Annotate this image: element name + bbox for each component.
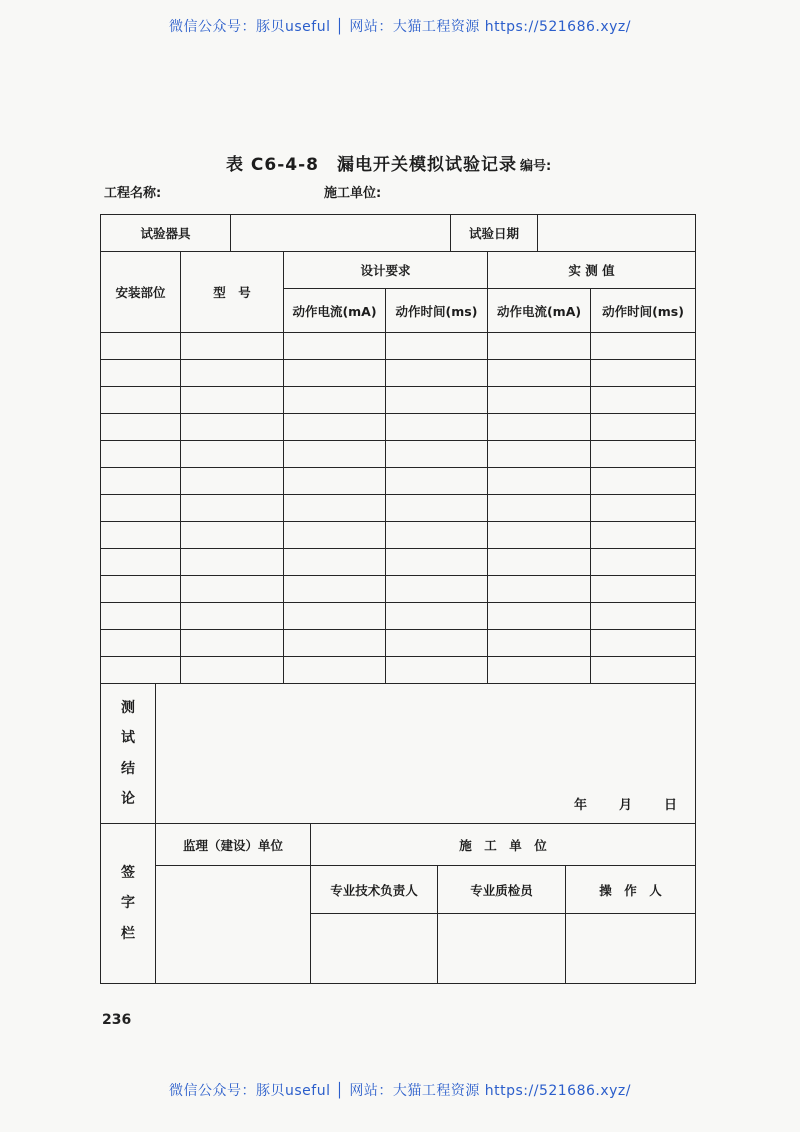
empty-cell bbox=[284, 549, 386, 576]
empty-cell bbox=[284, 414, 386, 441]
test-equipment-value-cell bbox=[231, 215, 451, 252]
empty-cell bbox=[101, 657, 181, 684]
tech-director-header: 专业技术负责人 bbox=[311, 866, 438, 914]
empty-cell bbox=[284, 333, 386, 360]
project-name-label: 工程名称: bbox=[104, 186, 162, 201]
empty-cell bbox=[591, 333, 696, 360]
col-header-action-time-design: 动作时间(ms) bbox=[386, 289, 488, 333]
empty-cell bbox=[386, 441, 488, 468]
empty-cell bbox=[101, 522, 181, 549]
table-row bbox=[101, 441, 696, 468]
equipment-table bbox=[100, 214, 696, 252]
empty-cell bbox=[181, 603, 284, 630]
empty-cell bbox=[284, 603, 386, 630]
empty-cell bbox=[101, 549, 181, 576]
table-row bbox=[101, 549, 696, 576]
empty-cell bbox=[488, 657, 591, 684]
empty-cell bbox=[101, 387, 181, 414]
conclusion-label-cell bbox=[101, 684, 156, 824]
empty-cell bbox=[386, 414, 488, 441]
construction-unit-header: 施 工 单 位 bbox=[311, 824, 696, 866]
operator-signature-cell bbox=[566, 914, 696, 984]
signature-label: 签字栏 bbox=[121, 865, 135, 942]
empty-cell bbox=[284, 387, 386, 414]
supervision-unit-header: 监理（建设）单位 bbox=[156, 824, 311, 866]
empty-cell bbox=[101, 468, 181, 495]
empty-cell bbox=[181, 576, 284, 603]
empty-cell bbox=[101, 414, 181, 441]
empty-cell bbox=[591, 549, 696, 576]
quality-inspector-header: 专业质检员 bbox=[438, 866, 566, 914]
table-row bbox=[101, 576, 696, 603]
conclusion-label: 测试结论 bbox=[121, 700, 135, 807]
empty-cell bbox=[181, 522, 284, 549]
signature-table bbox=[100, 823, 696, 984]
empty-cell bbox=[488, 387, 591, 414]
table-row bbox=[101, 603, 696, 630]
empty-cell bbox=[386, 495, 488, 522]
form-content bbox=[100, 148, 695, 984]
table-row bbox=[101, 333, 696, 360]
empty-cell bbox=[284, 522, 386, 549]
empty-data-rows bbox=[101, 333, 696, 684]
test-date-value-cell bbox=[538, 215, 696, 252]
empty-cell bbox=[101, 441, 181, 468]
empty-cell bbox=[284, 630, 386, 657]
empty-cell bbox=[101, 333, 181, 360]
empty-cell bbox=[386, 657, 488, 684]
empty-cell bbox=[591, 603, 696, 630]
table-row bbox=[101, 468, 696, 495]
empty-cell bbox=[181, 495, 284, 522]
empty-cell bbox=[386, 333, 488, 360]
operator-header: 操 作 人 bbox=[566, 866, 696, 914]
empty-cell bbox=[591, 495, 696, 522]
empty-cell bbox=[101, 630, 181, 657]
empty-cell bbox=[101, 576, 181, 603]
empty-cell bbox=[284, 657, 386, 684]
empty-cell bbox=[386, 360, 488, 387]
empty-cell bbox=[488, 549, 591, 576]
empty-cell bbox=[181, 468, 284, 495]
record-table bbox=[100, 251, 696, 684]
empty-cell bbox=[386, 468, 488, 495]
watermark-top: 微信公众号：豚贝useful │ 网站：大猫工程资源 https://521686.xyz/ bbox=[169, 19, 631, 35]
table-row bbox=[101, 495, 696, 522]
empty-cell bbox=[101, 603, 181, 630]
watermark-bottom: 微信公众号：豚贝useful │ 网站：大猫工程资源 https://521686.xyz/ bbox=[169, 1083, 631, 1099]
empty-cell bbox=[284, 441, 386, 468]
date-line: 年 月 日 bbox=[573, 798, 679, 813]
empty-cell bbox=[386, 576, 488, 603]
meta-row bbox=[100, 180, 695, 204]
empty-cell bbox=[488, 603, 591, 630]
conclusion-table bbox=[100, 683, 696, 824]
table-row bbox=[101, 630, 696, 657]
empty-cell bbox=[488, 414, 591, 441]
empty-cell bbox=[181, 360, 284, 387]
conclusion-body-cell bbox=[156, 684, 696, 824]
empty-cell bbox=[488, 441, 591, 468]
empty-cell bbox=[101, 360, 181, 387]
empty-cell bbox=[284, 468, 386, 495]
signature-label-cell bbox=[101, 824, 156, 984]
empty-cell bbox=[591, 468, 696, 495]
empty-cell bbox=[591, 414, 696, 441]
empty-cell bbox=[386, 603, 488, 630]
empty-cell bbox=[488, 522, 591, 549]
empty-cell bbox=[488, 576, 591, 603]
empty-cell bbox=[386, 387, 488, 414]
empty-cell bbox=[181, 549, 284, 576]
col-header-action-time-measured: 动作时间(ms) bbox=[591, 289, 696, 333]
test-equipment-label: 试验器具 bbox=[101, 215, 231, 252]
col-header-design-requirements: 设计要求 bbox=[284, 252, 488, 289]
tech-director-signature-cell bbox=[311, 914, 438, 984]
empty-cell bbox=[591, 387, 696, 414]
empty-cell bbox=[284, 360, 386, 387]
empty-cell bbox=[181, 630, 284, 657]
empty-cell bbox=[591, 522, 696, 549]
empty-cell bbox=[181, 333, 284, 360]
quality-inspector-signature-cell bbox=[438, 914, 566, 984]
page-number: 236 bbox=[102, 1012, 132, 1028]
empty-cell bbox=[386, 549, 488, 576]
empty-cell bbox=[181, 657, 284, 684]
form-title: 表 C6-4-8 漏电开关模拟试验记录 bbox=[226, 155, 517, 175]
col-header-model: 型 号 bbox=[181, 252, 284, 333]
empty-cell bbox=[386, 630, 488, 657]
table-row bbox=[101, 360, 696, 387]
empty-cell bbox=[591, 441, 696, 468]
empty-cell bbox=[488, 468, 591, 495]
col-header-action-current-design: 动作电流(mA) bbox=[284, 289, 386, 333]
col-header-action-current-measured: 动作电流(mA) bbox=[488, 289, 591, 333]
test-date-label: 试验日期 bbox=[451, 215, 538, 252]
empty-cell bbox=[488, 630, 591, 657]
empty-cell bbox=[488, 360, 591, 387]
empty-cell bbox=[284, 495, 386, 522]
empty-cell bbox=[488, 495, 591, 522]
table-row bbox=[101, 657, 696, 684]
construction-unit-label: 施工单位: bbox=[324, 186, 382, 201]
supervision-signature-cell bbox=[156, 866, 311, 984]
empty-cell bbox=[284, 576, 386, 603]
table-row bbox=[101, 414, 696, 441]
col-header-measured-values: 实 测 值 bbox=[488, 252, 696, 289]
number-label: 编号: bbox=[520, 159, 552, 174]
empty-cell bbox=[488, 333, 591, 360]
table-row bbox=[101, 387, 696, 414]
table-row bbox=[101, 522, 696, 549]
empty-cell bbox=[591, 657, 696, 684]
empty-cell bbox=[181, 441, 284, 468]
empty-cell bbox=[591, 576, 696, 603]
empty-cell bbox=[386, 522, 488, 549]
col-header-install-location: 安装部位 bbox=[101, 252, 181, 333]
empty-cell bbox=[181, 414, 284, 441]
empty-cell bbox=[181, 387, 284, 414]
empty-cell bbox=[101, 495, 181, 522]
empty-cell bbox=[591, 630, 696, 657]
title-row bbox=[100, 148, 695, 180]
empty-cell bbox=[591, 360, 696, 387]
